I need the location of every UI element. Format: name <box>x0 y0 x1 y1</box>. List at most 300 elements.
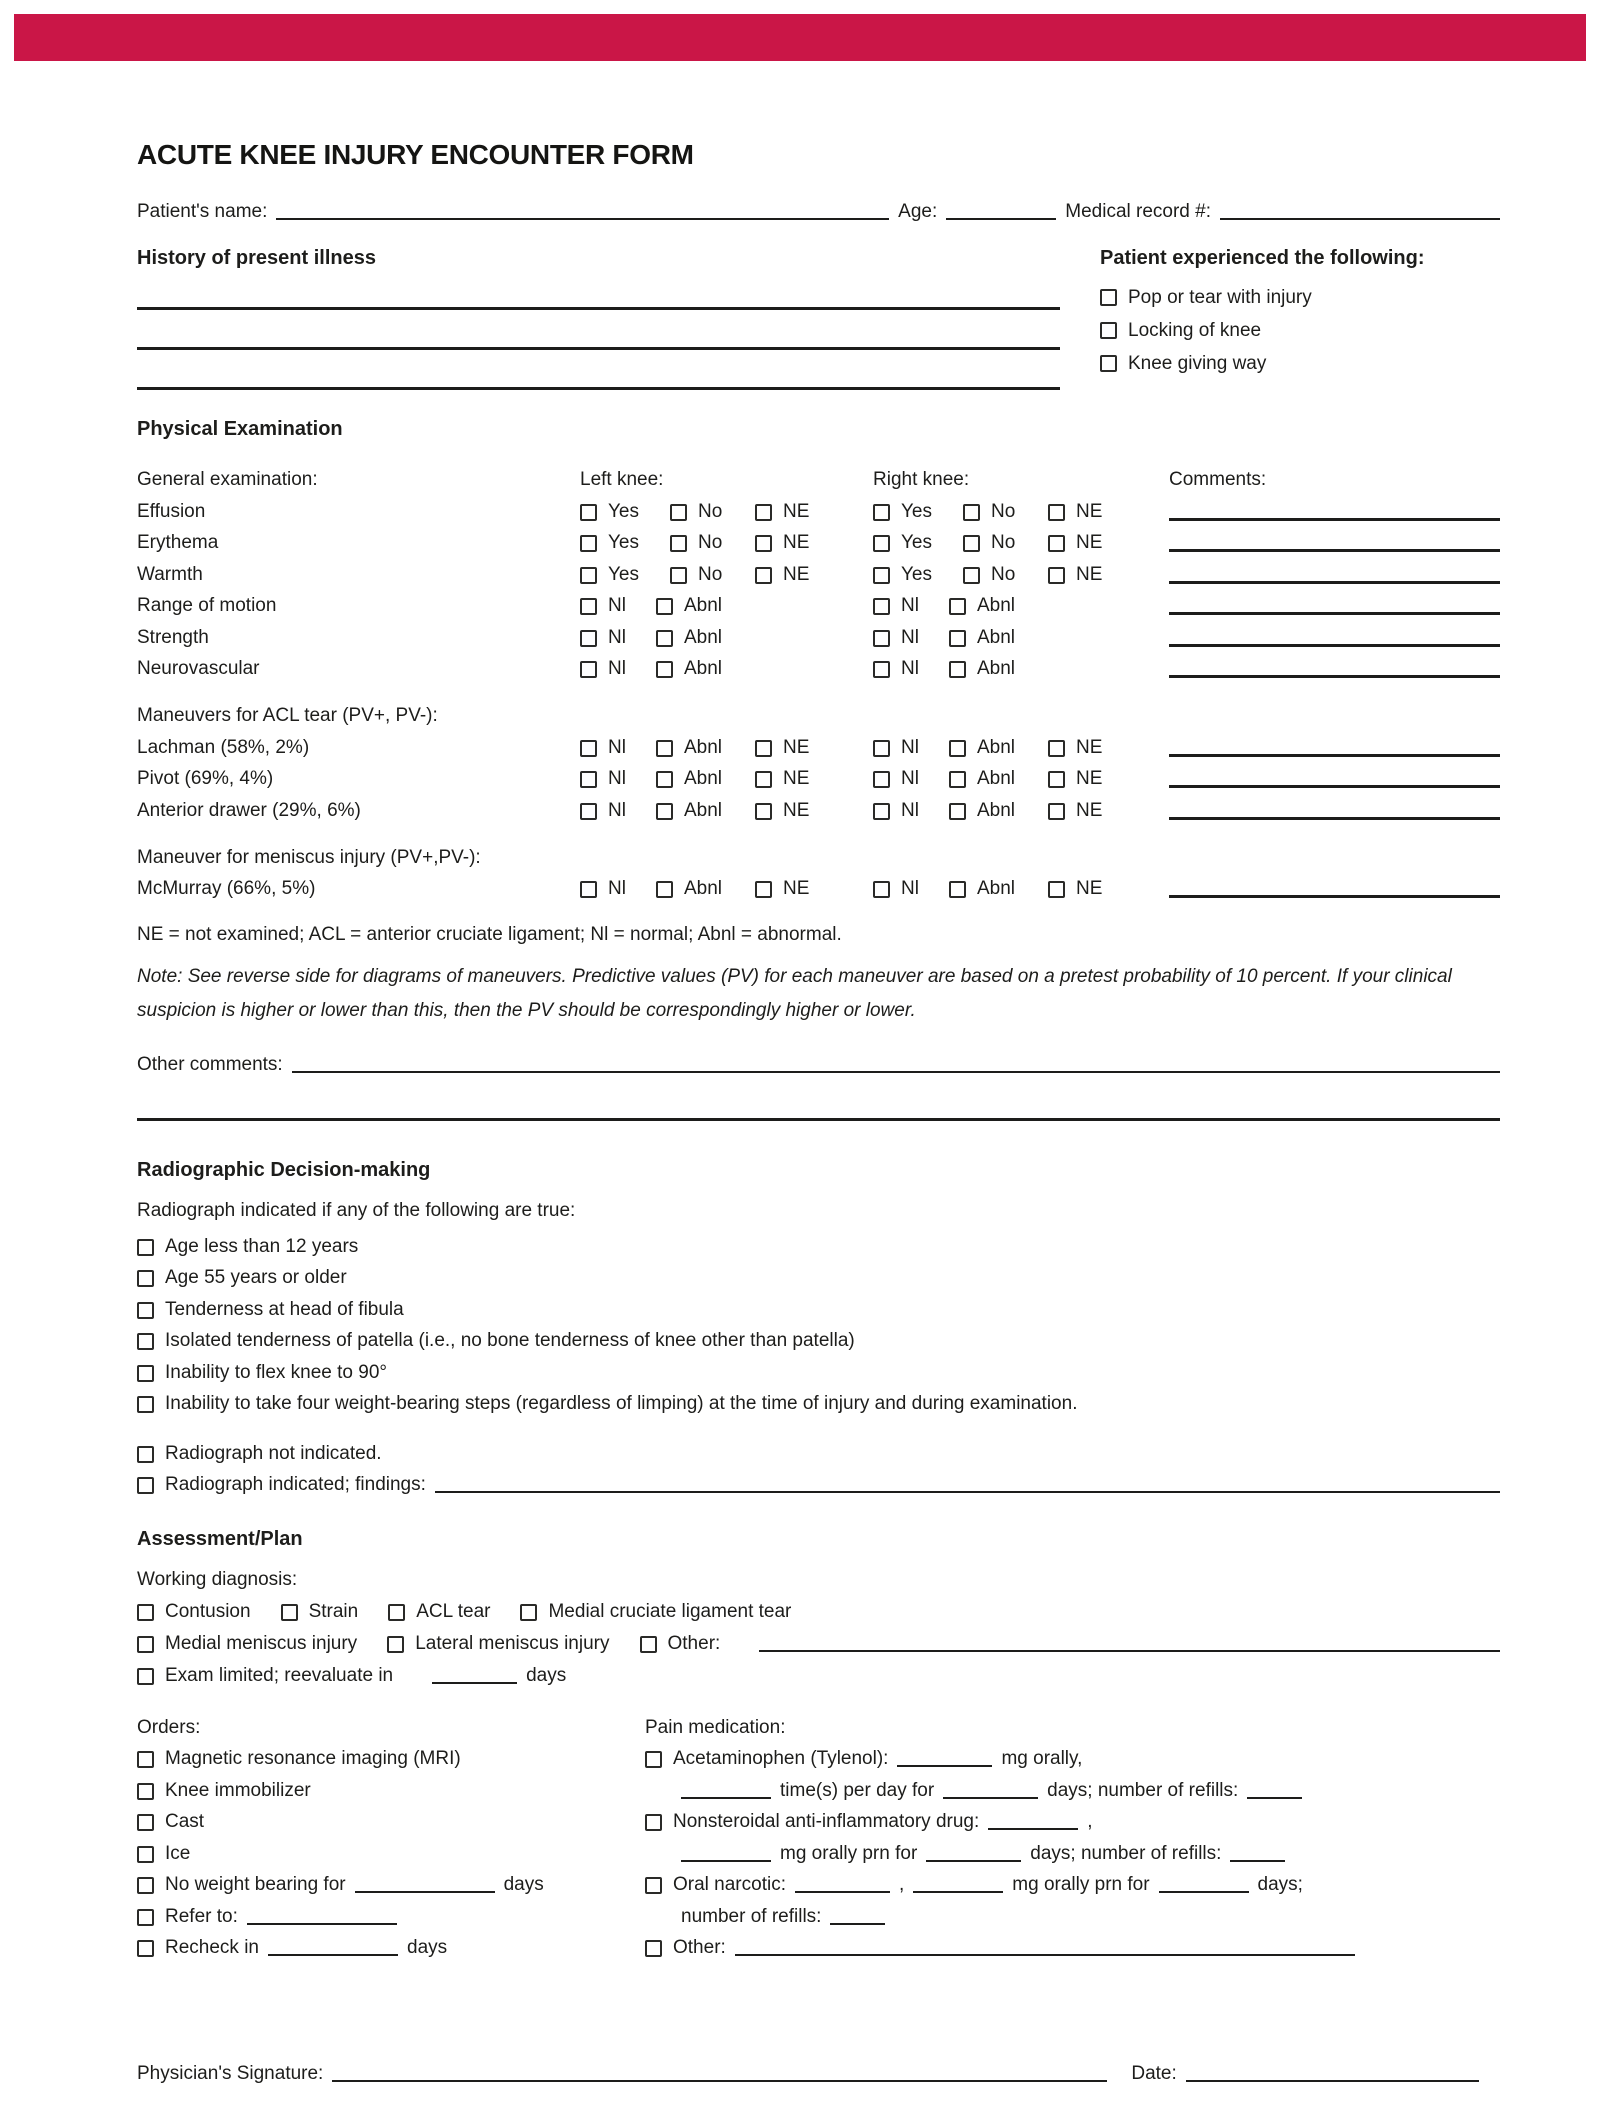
checkbox-right-nl[interactable] <box>873 661 890 678</box>
checkbox-right-ne[interactable] <box>1048 740 1065 757</box>
option-label: Yes <box>901 532 932 553</box>
pain-acetaminophen-row <box>645 1739 1500 1771</box>
criterion-age-under-12 <box>137 1226 1500 1258</box>
checkbox-left-abnl[interactable] <box>656 771 673 788</box>
radiograph-not-indicated-row <box>137 1433 1500 1465</box>
option-label: Abnl <box>684 626 723 648</box>
signature-row <box>137 2051 1500 2085</box>
checkbox-left-abnl[interactable] <box>656 740 673 757</box>
checkbox-right-no[interactable] <box>963 535 980 552</box>
comment-blank[interactable] <box>1169 672 1500 678</box>
checkbox-dx-other[interactable] <box>640 1636 657 1653</box>
refer-to-blank[interactable] <box>247 1921 397 1925</box>
checkbox-left-ne[interactable] <box>755 567 772 584</box>
comment-blank[interactable] <box>1169 578 1500 584</box>
checkbox-fibula-tenderness[interactable] <box>137 1302 154 1319</box>
checkbox-right-nl[interactable] <box>873 771 890 788</box>
checkbox-left-ne[interactable] <box>755 771 772 788</box>
option-label: NE <box>1076 878 1103 899</box>
checkbox-strain[interactable] <box>281 1604 298 1621</box>
checkbox-left-ne[interactable] <box>755 740 772 757</box>
checkbox-left-nl[interactable] <box>580 771 597 788</box>
acetaminophen-mg-blank[interactable] <box>897 1763 992 1767</box>
age-label: Age: <box>898 201 938 222</box>
option-label: Nl <box>901 768 919 789</box>
patient-identity-row <box>137 191 1500 223</box>
criterion-label: Age 55 years or older <box>165 1267 347 1288</box>
option-label: NE <box>1076 532 1103 553</box>
checkbox-knee-giving-way[interactable] <box>1100 355 1117 372</box>
acetaminophen-refills-blank[interactable] <box>1247 1795 1302 1799</box>
exam-row-label: Erythema <box>137 532 219 553</box>
exam-row-label: Lachman (58%, 2%) <box>137 736 310 758</box>
history-heading: History of present illness <box>137 247 376 269</box>
criterion-label: Isolated tenderness of patella (i.e., no bone tenderness of knee other than patella) <box>165 1330 855 1351</box>
checkbox-refer-to[interactable] <box>137 1909 154 1926</box>
comment-blank[interactable] <box>1169 751 1500 757</box>
exam-row-label: Strength <box>137 626 209 648</box>
criterion-fibula-tenderness <box>137 1289 1500 1321</box>
exam-row-erythema <box>137 523 1500 555</box>
exam-limited-label: Exam limited; reevaluate in <box>165 1665 394 1686</box>
option-label: Nl <box>901 799 919 821</box>
checkbox-acetaminophen[interactable] <box>645 1751 662 1768</box>
pain-other-row <box>645 1928 1500 1960</box>
pain-label: Nonsteroidal anti-inflammatory drug: <box>673 1811 980 1832</box>
option-label: Nl <box>608 595 626 616</box>
option-label: Nl <box>901 626 919 648</box>
option-label: Abnl <box>977 799 1016 821</box>
pain-label: days; number of refills: <box>1047 1779 1239 1801</box>
checkbox-patella-tenderness[interactable] <box>137 1333 154 1350</box>
dx-contusion <box>137 1601 251 1623</box>
acl-maneuvers-heading: Maneuvers for ACL tear (PV+, PV-): <box>137 705 438 726</box>
option-label: NE <box>1076 768 1103 789</box>
option-label: Abnl <box>977 878 1016 899</box>
exam-row-mcmurray <box>137 869 1500 901</box>
checkbox-left-yes[interactable] <box>580 504 597 521</box>
diagnosis-row-2 <box>137 1623 1500 1655</box>
pain-label: Acetaminophen (Tylenol): <box>673 1748 889 1769</box>
assessment-plan-heading: Assessment/Plan <box>137 1528 303 1550</box>
pain-label: , <box>1087 1811 1093 1832</box>
option-label: Nl <box>901 658 919 679</box>
dx-label: Medial cruciate ligament tear <box>548 1601 792 1622</box>
checkbox-left-ne[interactable] <box>755 881 772 898</box>
acetaminophen-days-blank[interactable] <box>943 1795 1038 1799</box>
times-per-day-blank[interactable] <box>681 1795 771 1799</box>
exam-row-label: Range of motion <box>137 595 277 616</box>
radiograph-indicated-row <box>137 1465 1500 1497</box>
criterion-weight-bearing <box>137 1384 1500 1416</box>
option-label: Nl <box>901 878 919 899</box>
dx-other-blank[interactable] <box>759 1648 1500 1652</box>
patient-experienced-column <box>1100 247 1500 390</box>
exam-row-warmth <box>137 554 1500 586</box>
checkbox-right-ne[interactable] <box>1048 881 1065 898</box>
option-label: Abnl <box>977 595 1016 616</box>
history-write-line[interactable] <box>137 350 1060 390</box>
dx-strain <box>281 1601 359 1623</box>
checkbox-right-no[interactable] <box>963 567 980 584</box>
pain-nsaid-row-2 <box>681 1833 1500 1865</box>
option-label: Abnl <box>684 768 723 789</box>
pain-label: Oral narcotic: <box>673 1874 786 1895</box>
exam-row-label: Anterior drawer (29%, 6%) <box>137 799 361 821</box>
checkbox-ice[interactable] <box>137 1846 154 1863</box>
option-label: NE <box>783 878 810 899</box>
other-comments-write-line[interactable] <box>137 1076 1500 1121</box>
exam-row-anterior-drawer <box>137 790 1500 822</box>
radiograph-intro: Radiograph indicated if any of the following are true: <box>137 1200 576 1221</box>
experienced-item-label: Pop or tear with injury <box>1128 287 1312 308</box>
dx-exam-limited <box>137 1665 393 1687</box>
comment-blank[interactable] <box>1169 641 1500 647</box>
checkbox-left-ne[interactable] <box>755 535 772 552</box>
exam-row-label: Warmth <box>137 563 203 585</box>
other-comments-label: Other comments: <box>137 1054 283 1075</box>
findings-blank[interactable] <box>435 1489 1500 1493</box>
abbreviations-note: NE = not examined; ACL = anterior cruciate ligament; Nl = normal; Abnl = abnormal. <box>137 924 842 945</box>
checkbox-left-nl[interactable] <box>580 803 597 820</box>
order-label: Cast <box>165 1811 205 1832</box>
page-title: ACUTE KNEE INJURY ENCOUNTER FORM <box>137 139 694 170</box>
option-label: Nl <box>901 736 919 758</box>
checkbox-right-abnl[interactable] <box>949 598 966 615</box>
checkbox-no-weight-bearing[interactable] <box>137 1877 154 1894</box>
checkbox-right-abnl[interactable] <box>949 740 966 757</box>
checkbox-knee-immobilizer[interactable] <box>137 1783 154 1800</box>
criterion-label: Tenderness at head of fibula <box>165 1298 404 1320</box>
nsaid-refills-blank[interactable] <box>1230 1858 1285 1862</box>
reevaluate-days-blank[interactable] <box>432 1680 517 1684</box>
other-comments-blank[interactable] <box>292 1069 1500 1073</box>
option-label: Yes <box>901 563 932 585</box>
pain-narcotic-row-2 <box>681 1896 1500 1928</box>
checkbox-left-no[interactable] <box>670 535 687 552</box>
checkbox-acl-tear[interactable] <box>388 1604 405 1621</box>
option-label: NE <box>783 768 810 789</box>
option-label: No <box>991 532 1016 553</box>
option-label: Nl <box>608 736 626 758</box>
exam-grid-header <box>137 461 1500 491</box>
checkbox-right-yes[interactable] <box>873 504 890 521</box>
dx-lateral-meniscus <box>387 1633 609 1655</box>
dx-label: Contusion <box>165 1601 251 1622</box>
option-label: NE <box>783 736 810 758</box>
option-label: NE <box>1076 563 1103 585</box>
checkbox-radiograph-indicated[interactable] <box>137 1477 154 1494</box>
experienced-item-pop-or-tear <box>1100 287 1500 309</box>
checkbox-locking-of-knee[interactable] <box>1100 322 1117 339</box>
dx-acl-tear <box>388 1601 490 1623</box>
comment-blank[interactable] <box>1169 814 1500 820</box>
pain-medication-heading: Pain medication: <box>645 1716 786 1738</box>
checkbox-radiograph-not-indicated[interactable] <box>137 1446 154 1463</box>
physical-exam-heading: Physical Examination <box>137 418 343 440</box>
checkbox-right-ne[interactable] <box>1048 567 1065 584</box>
dx-label: ACL tear <box>416 1601 491 1622</box>
patient-experienced-heading: Patient experienced the following: <box>1100 247 1425 269</box>
option-label: NE <box>1076 736 1103 758</box>
checkbox-right-abnl[interactable] <box>949 881 966 898</box>
criterion-label: Age less than 12 years <box>165 1235 359 1257</box>
comment-blank[interactable] <box>1169 609 1500 615</box>
days-label: days <box>526 1665 567 1686</box>
pain-label: days; <box>1257 1874 1303 1895</box>
checkbox-right-nl[interactable] <box>873 881 890 898</box>
option-label: Abnl <box>684 799 723 821</box>
history-column <box>137 247 1060 390</box>
option-label: Yes <box>901 500 932 522</box>
dx-other <box>640 1633 721 1655</box>
diagnosis-row-1 <box>137 1591 1500 1623</box>
order-recheck <box>137 1928 645 1960</box>
pain-label: mg orally, <box>1001 1748 1083 1769</box>
checkbox-recheck[interactable] <box>137 1940 154 1957</box>
checkbox-right-ne[interactable] <box>1048 504 1065 521</box>
checkbox-left-nl[interactable] <box>580 598 597 615</box>
exam-row-neurovascular <box>137 649 1500 681</box>
criterion-age-55-older <box>137 1258 1500 1290</box>
pain-label: mg orally prn for <box>780 1842 918 1864</box>
order-label: Knee immobilizer <box>165 1779 311 1801</box>
checkbox-left-abnl[interactable] <box>656 803 673 820</box>
checkbox-contusion[interactable] <box>137 1604 154 1621</box>
checkbox-lateral-meniscus[interactable] <box>387 1636 404 1653</box>
medical-record-blank[interactable] <box>1220 216 1500 220</box>
checkbox-left-abnl[interactable] <box>656 661 673 678</box>
order-ice <box>137 1833 645 1865</box>
predictive-values-note: Note: See reverse side for diagrams of maneuvers. Predictive values (PV) for each maneuver are based on a pretest probability of 10 percent. If your clinical suspicion is higher or lower than this, then the PV should be correspondingly higher or lower. <box>137 966 1452 1021</box>
checkbox-right-ne[interactable] <box>1048 535 1065 552</box>
checkbox-pop-or-tear[interactable] <box>1100 289 1117 306</box>
checkbox-oral-narcotic[interactable] <box>645 1877 662 1894</box>
checkbox-right-nl[interactable] <box>873 598 890 615</box>
days-label: days <box>407 1937 448 1958</box>
checkbox-left-nl[interactable] <box>580 740 597 757</box>
option-label: Yes <box>608 500 639 522</box>
order-label: Magnetic resonance imaging (MRI) <box>165 1748 461 1769</box>
checkbox-right-ne[interactable] <box>1048 771 1065 788</box>
option-label: No <box>991 500 1016 522</box>
criterion-patella-tenderness <box>137 1321 1500 1353</box>
option-label: Nl <box>608 799 626 821</box>
comment-blank[interactable] <box>1169 892 1500 898</box>
narcotic-refills-blank[interactable] <box>830 1921 885 1925</box>
option-label: NE <box>783 563 810 585</box>
exam-row-label: Neurovascular <box>137 658 260 679</box>
order-label: Recheck in <box>165 1937 259 1958</box>
age-blank[interactable] <box>946 216 1056 220</box>
checkbox-right-ne[interactable] <box>1048 803 1065 820</box>
recheck-days-blank[interactable] <box>268 1952 398 1956</box>
date-blank[interactable] <box>1186 2078 1479 2082</box>
experienced-item-label: Locking of knee <box>1128 320 1262 341</box>
pain-label: , <box>898 1874 905 1895</box>
option-label: Yes <box>608 563 639 585</box>
other-comments-row <box>137 1044 1500 1076</box>
radiograph-indicated-label: Radiograph indicated; findings: <box>165 1474 426 1495</box>
checkbox-left-yes[interactable] <box>580 567 597 584</box>
dx-other-label: Other: <box>667 1633 721 1654</box>
working-diagnosis-label: Working diagnosis: <box>137 1569 298 1590</box>
comment-blank[interactable] <box>1169 782 1500 788</box>
exam-row-label: McMurray (66%, 5%) <box>137 878 316 899</box>
signature-blank[interactable] <box>332 2078 1107 2082</box>
checkbox-right-no[interactable] <box>963 504 980 521</box>
checkbox-right-yes[interactable] <box>873 535 890 552</box>
experienced-item-locking <box>1100 320 1500 342</box>
checkbox-mri[interactable] <box>137 1751 154 1768</box>
checkbox-right-abnl[interactable] <box>949 661 966 678</box>
checkbox-right-nl[interactable] <box>873 803 890 820</box>
pain-narcotic-row <box>645 1865 1500 1897</box>
experienced-item-label: Knee giving way <box>1128 353 1267 374</box>
pain-medication-column <box>645 1707 1500 1959</box>
option-label: No <box>698 532 723 553</box>
pain-label: mg orally prn for <box>1012 1874 1150 1895</box>
checkbox-pain-other[interactable] <box>645 1940 662 1957</box>
order-label: Refer to: <box>165 1905 238 1927</box>
checkbox-left-abnl[interactable] <box>656 630 673 647</box>
pain-nsaid-row <box>645 1802 1500 1834</box>
checkbox-left-nl[interactable] <box>580 661 597 678</box>
dx-label: Strain <box>308 1601 359 1622</box>
nsaid-mg-blank[interactable] <box>681 1858 771 1862</box>
history-write-line[interactable] <box>137 310 1060 350</box>
exam-row-effusion <box>137 491 1500 523</box>
narcotic-mg-blank[interactable] <box>913 1889 1003 1893</box>
narcotic-name-blank[interactable] <box>795 1889 890 1893</box>
column-header-left-knee: Left knee: <box>580 469 664 490</box>
exam-row-label: Pivot (69%, 4%) <box>137 768 274 789</box>
exam-row-pivot <box>137 759 1500 791</box>
date-label: Date: <box>1131 2063 1177 2084</box>
checkbox-right-abnl[interactable] <box>949 630 966 647</box>
option-label: NE <box>1076 500 1103 522</box>
pain-label: number of refills: <box>681 1905 822 1927</box>
radiographic-heading: Radiographic Decision-making <box>137 1159 431 1181</box>
checkbox-left-nl[interactable] <box>580 881 597 898</box>
option-label: Abnl <box>977 736 1016 758</box>
order-label: No weight bearing for <box>165 1874 346 1895</box>
checkbox-left-ne[interactable] <box>755 504 772 521</box>
column-header-comments: Comments: <box>1169 469 1267 490</box>
option-label: Nl <box>608 658 626 679</box>
comment-blank[interactable] <box>1169 515 1500 521</box>
checkbox-left-abnl[interactable] <box>656 881 673 898</box>
option-label: Nl <box>901 595 919 616</box>
nsaid-name-blank[interactable] <box>988 1826 1078 1830</box>
option-label: Yes <box>608 532 639 553</box>
checkbox-medial-cruciate-tear[interactable] <box>520 1604 537 1621</box>
checkbox-medial-meniscus[interactable] <box>137 1636 154 1653</box>
comment-blank[interactable] <box>1169 546 1500 552</box>
criterion-label: Inability to flex knee to 90° <box>165 1361 388 1383</box>
criterion-label: Inability to take four weight-bearing steps (regardless of limping) at the time of injury and during examination. <box>165 1393 1078 1414</box>
checkbox-left-ne[interactable] <box>755 803 772 820</box>
pain-label: days; number of refills: <box>1030 1842 1222 1864</box>
option-label: NE <box>1076 799 1103 821</box>
checkbox-right-abnl[interactable] <box>949 771 966 788</box>
order-no-weight-bearing <box>137 1865 645 1897</box>
checkbox-left-no[interactable] <box>670 567 687 584</box>
no-weight-days-blank[interactable] <box>355 1889 495 1893</box>
option-label: No <box>698 563 723 585</box>
checkbox-age-under-12[interactable] <box>137 1239 154 1256</box>
meniscus-maneuver-heading: Maneuver for meniscus injury (PV+,PV-): <box>137 846 481 868</box>
orders-column <box>137 1707 645 1959</box>
column-header-general: General examination: <box>137 469 318 490</box>
narcotic-days-blank[interactable] <box>1159 1889 1249 1893</box>
nsaid-days-blank[interactable] <box>926 1858 1021 1862</box>
option-label: NE <box>783 799 810 821</box>
checkbox-right-yes[interactable] <box>873 567 890 584</box>
history-section <box>137 247 1500 390</box>
orders-pain-section <box>137 1707 1500 1959</box>
order-label: Ice <box>165 1842 191 1864</box>
pain-label: time(s) per day for <box>780 1779 935 1801</box>
checkbox-nsaid[interactable] <box>645 1814 662 1831</box>
checkbox-right-nl[interactable] <box>873 630 890 647</box>
checkbox-left-nl[interactable] <box>580 630 597 647</box>
dx-label: Lateral meniscus injury <box>415 1633 610 1654</box>
option-label: Abnl <box>684 658 723 679</box>
days-label: days <box>503 1874 544 1895</box>
option-label: Abnl <box>977 768 1016 789</box>
pain-other-blank[interactable] <box>735 1952 1355 1956</box>
order-cast <box>137 1802 645 1834</box>
exam-row-lachman <box>137 727 1500 759</box>
column-header-right-knee: Right knee: <box>873 469 970 490</box>
medical-record-label: Medical record #: <box>1065 201 1211 222</box>
radiograph-not-indicated-label: Radiograph not indicated. <box>165 1442 382 1464</box>
checkbox-exam-limited[interactable] <box>137 1668 154 1685</box>
option-label: NE <box>783 500 810 522</box>
experienced-item-giving-way <box>1100 353 1500 375</box>
option-label: Nl <box>608 768 626 789</box>
option-label: Abnl <box>977 658 1016 679</box>
history-write-line[interactable] <box>137 270 1060 310</box>
checkbox-flex-90[interactable] <box>137 1365 154 1382</box>
checkbox-right-nl[interactable] <box>873 740 890 757</box>
option-label: Abnl <box>684 736 723 758</box>
checkbox-weight-bearing[interactable] <box>137 1396 154 1413</box>
option-label: Abnl <box>684 595 723 616</box>
physician-signature-label: Physician's Signature: <box>137 2063 324 2084</box>
criterion-flex-90 <box>137 1352 1500 1384</box>
diagnosis-row-3 <box>137 1655 1500 1687</box>
option-label: Abnl <box>684 878 723 899</box>
pain-acetaminophen-row-2 <box>681 1770 1500 1802</box>
order-refer-to <box>137 1896 645 1928</box>
checkbox-left-abnl[interactable] <box>656 598 673 615</box>
checkbox-cast[interactable] <box>137 1814 154 1831</box>
exam-row-strength <box>137 617 1500 649</box>
checkbox-left-yes[interactable] <box>580 535 597 552</box>
option-label: No <box>698 500 723 522</box>
checkbox-age-55-older[interactable] <box>137 1270 154 1287</box>
patient-name-blank[interactable] <box>276 216 889 220</box>
form-page <box>137 0 1500 2085</box>
dx-medial-cruciate <box>520 1601 791 1623</box>
orders-heading: Orders: <box>137 1716 201 1738</box>
checkbox-right-abnl[interactable] <box>949 803 966 820</box>
option-label: NE <box>783 532 810 553</box>
checkbox-left-no[interactable] <box>670 504 687 521</box>
radiograph-criteria-list <box>137 1226 1500 1415</box>
